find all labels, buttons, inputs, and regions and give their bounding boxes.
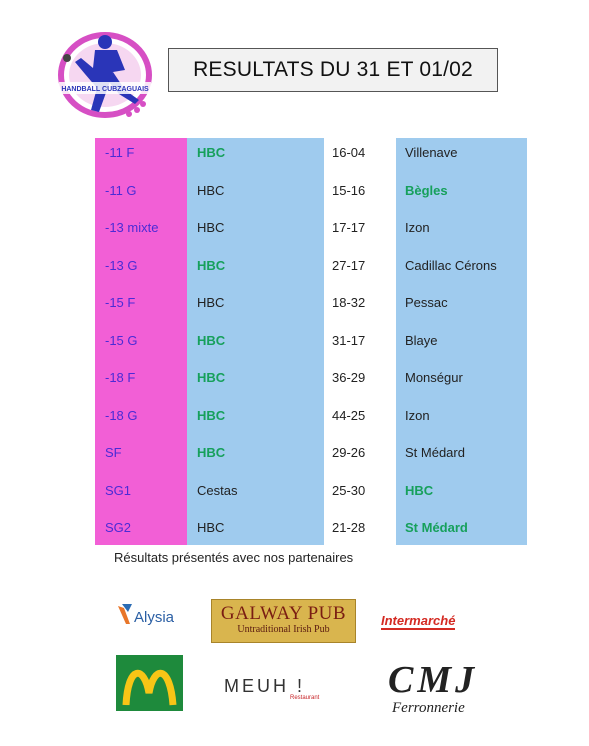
score: 17-17 <box>332 220 366 235</box>
home-team: HBC <box>197 257 226 273</box>
club-logo-text: HANDBALL CUBZAGUAIS <box>61 86 149 93</box>
score: 29-26 <box>332 445 366 460</box>
result-row <box>95 471 527 509</box>
mcdonalds-logo <box>116 655 183 711</box>
score: 25-30 <box>332 482 366 498</box>
cmj-text: CMJ <box>388 659 479 701</box>
galway-title: GALWAY PUB <box>220 603 347 624</box>
away-team: HBC <box>405 482 434 498</box>
away-team: Izon <box>405 407 430 423</box>
category: SG1 <box>105 482 132 498</box>
home-team: HBC <box>197 445 226 460</box>
away-team: St Médard <box>405 520 468 535</box>
result-row <box>95 283 527 321</box>
score: 36-29 <box>332 370 366 385</box>
results-table <box>95 133 527 546</box>
category: SF <box>105 445 122 460</box>
alysia-text: Alysia <box>134 609 175 626</box>
cmj-logo <box>388 660 488 722</box>
home-team: HBC <box>197 220 225 235</box>
away-team: Villenave <box>405 145 458 160</box>
category: -18 F <box>105 370 136 385</box>
away-team: Pessac <box>405 295 448 310</box>
home-team: HBC <box>197 332 226 348</box>
galway-subtitle: Untraditional Irish Pub <box>237 624 330 635</box>
result-row <box>95 396 527 434</box>
meuh-logo <box>224 676 334 710</box>
intermarche-logo <box>381 612 493 634</box>
home-team: HBC <box>197 520 225 535</box>
away-team: Blaye <box>405 332 438 348</box>
home-team: HBC <box>197 145 226 160</box>
home-team: HBC <box>197 370 226 385</box>
score: 15-16 <box>332 182 366 198</box>
category: -13 G <box>105 257 138 273</box>
score: 18-32 <box>332 295 366 310</box>
result-row <box>95 171 527 209</box>
page-title: RESULTATS DU 31 ET 01/02 <box>168 48 498 92</box>
category: -11 F <box>105 145 135 160</box>
home-team: HBC <box>197 407 226 423</box>
mcdonalds-arches-icon <box>116 655 183 711</box>
meuh-text: MEUH ! <box>224 676 305 696</box>
partners-caption: Résultats présentés avec nos partenaires <box>114 550 354 565</box>
intermarche-text: Intermarché <box>381 613 456 628</box>
alysia-logo <box>116 602 188 628</box>
result-row <box>95 321 527 359</box>
home-team: HBC <box>197 182 225 198</box>
away-team: Cadillac Cérons <box>405 257 497 273</box>
category: -13 mixte <box>105 220 159 235</box>
away-team: Monségur <box>405 370 463 385</box>
score: 21-28 <box>332 520 366 535</box>
category: -15 F <box>105 295 136 310</box>
away-team: Bègles <box>405 182 448 198</box>
cmj-subtitle: Ferronnerie <box>392 700 465 716</box>
score: 16-04 <box>332 145 366 160</box>
result-row <box>95 246 527 284</box>
away-team: St Médard <box>405 445 465 460</box>
result-row <box>95 133 527 171</box>
result-row <box>95 358 527 396</box>
away-team: Izon <box>405 220 430 235</box>
result-row <box>95 508 527 546</box>
category: SG2 <box>105 520 132 535</box>
home-team: HBC <box>197 295 225 310</box>
result-row <box>95 433 527 471</box>
galway-pub-logo <box>211 599 356 643</box>
category: -18 G <box>105 407 138 423</box>
score: 44-25 <box>332 407 366 423</box>
meuh-subtitle: Restaurant <box>290 695 320 701</box>
result-row <box>95 208 527 246</box>
score: 27-17 <box>332 257 366 273</box>
score: 31-17 <box>332 332 366 348</box>
category: -11 G <box>105 182 137 198</box>
category: -15 G <box>105 332 138 348</box>
home-team: Cestas <box>197 482 238 498</box>
club-logo <box>55 30 155 125</box>
